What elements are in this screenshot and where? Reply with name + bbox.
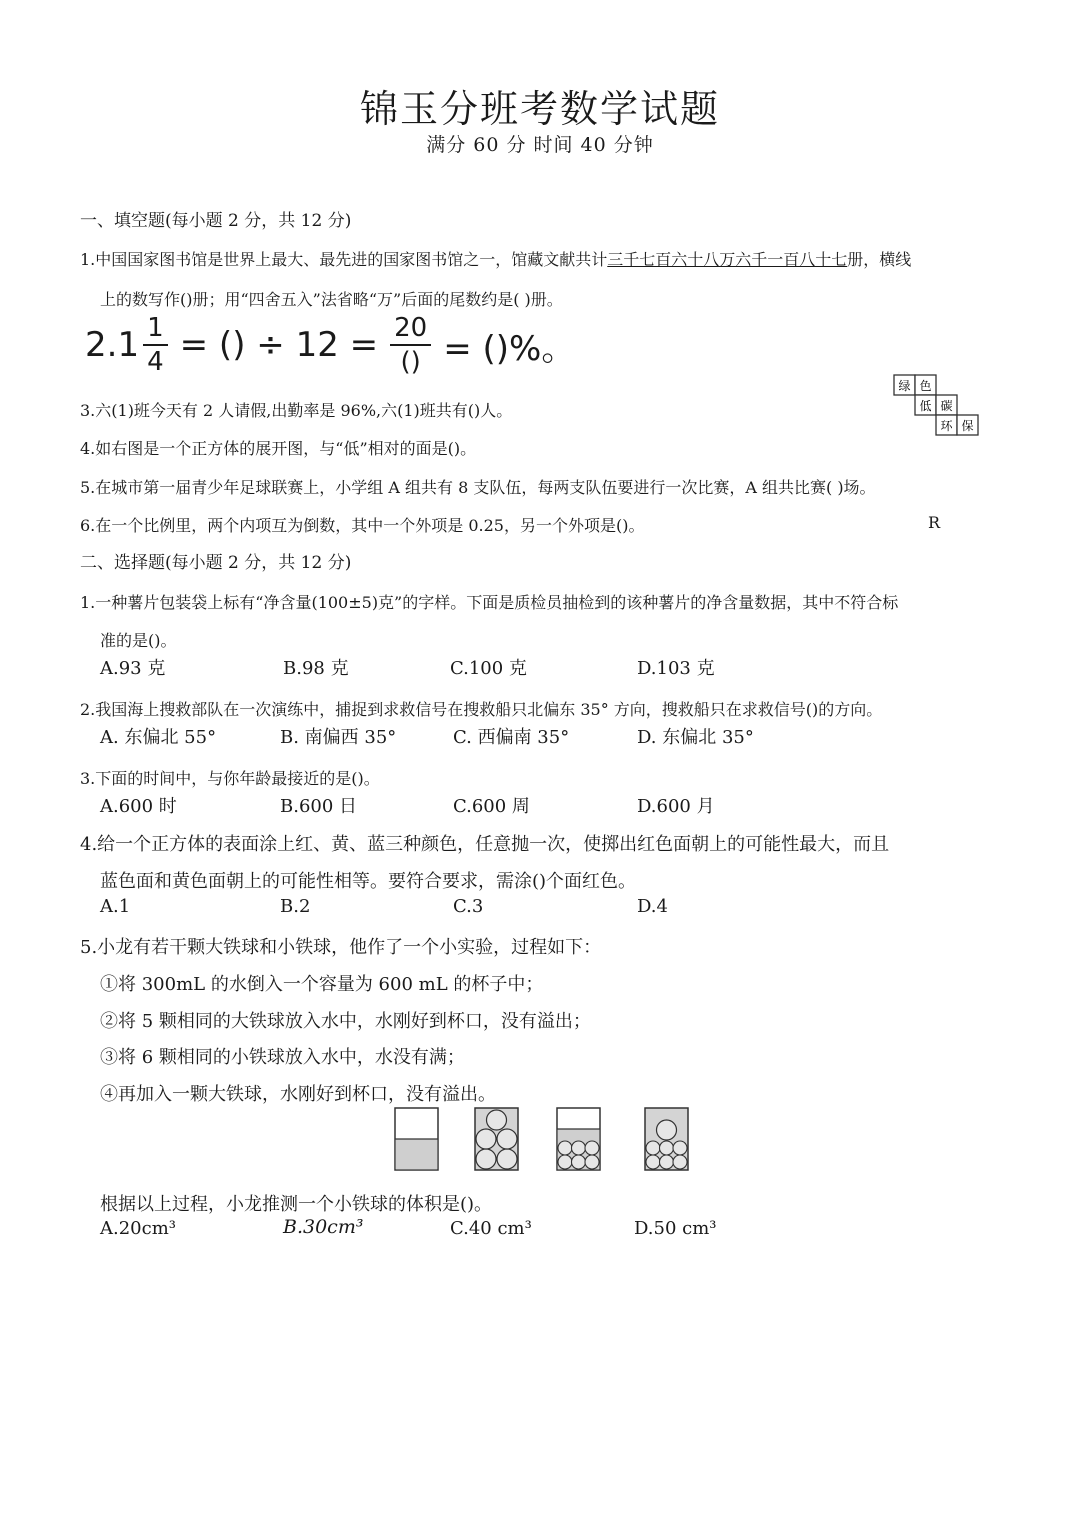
fraction-1-numerator: 1 [143,315,168,346]
choice-q5-option-d: D.50 cm³ [634,1218,717,1239]
choice-q5-question: 根据以上过程，小龙推测一个小铁球的体积是()。 [100,1194,493,1215]
fill-q2-equation [85,310,575,380]
cube-label-1: 绿 [898,379,911,393]
cup-3-small-balls [557,1108,600,1170]
cube-net-figure [892,373,982,443]
fill-q2-middle-expression: = () ÷ 12 = [179,325,379,365]
exam-subtitle: 满分 60 分 时间 40 分钟 [426,134,654,156]
cube-label-4: 碳 [940,399,953,413]
choice-q1-option-b: B.98 克 [283,658,349,679]
exam-title: 锦玉分班考数学试题 [359,87,720,131]
section-heading-choice: 二、选择题(每小题 2 分，共 12 分) [80,553,352,573]
choice-q1-option-a: A.93 克 [100,658,166,679]
fill-q1-line1 [80,247,911,270]
fill-q5: 5.在城市第一届青少年足球联赛上，小学组 A 组共有 8 支队伍，每两支队伍要进行一次比赛，A 组共比赛( )场。 [80,478,876,497]
cups-illustration [390,1105,695,1173]
cube-label-3: 低 [919,399,932,413]
choice-q4-line1: 4.给一个正方体的表面涂上红、黄、蓝三种颜色，任意抛一次，使掷出红色面朝上的可能性最大，而且 [80,834,890,855]
fill-q3: 3.六(1)班今天有 2 人请假,出勤率是 96%,六(1)班共有()人。 [80,401,513,420]
choice-q3-option-a: A.600 时 [100,796,177,817]
choice-q4-option-d: D.4 [637,896,668,917]
choice-q5-option-c: C.40 cm³ [450,1218,532,1239]
choice-q2-option-c: C. 西偏南 35° [453,727,570,748]
cube-label-6: 保 [961,419,974,433]
choice-q3-option-c: C.600 周 [453,796,530,817]
choice-q5-option-b: B.30cm³ [283,1216,364,1238]
choice-q3-option-d: D.600 月 [637,796,715,817]
cube-label-5: 环 [940,419,953,433]
fill-q1-underlined-number: 三千七百六十八万六千一百八十七 [607,250,848,269]
choice-q5-step-3: ③将 6 颗相同的小铁球放入水中，水没有满； [100,1047,465,1068]
fraction-2-denominator: () [400,347,421,377]
fraction-1-denominator: 4 [147,347,164,377]
cup-2-big-balls [475,1108,518,1170]
choice-q3-option-b: B.600 日 [280,796,358,817]
choice-q2-option-d: D. 东偏北 35° [637,727,754,748]
fill-q6: 6.在一个比例里，两个内项互为倒数，其中一个外项是 0.25，另一个外项是()。 [80,516,645,535]
choice-q5-option-a: A.20cm³ [100,1218,176,1239]
choice-q5-line1: 5.小龙有若干颗大铁球和小铁球，他作了一个小实验，过程如下： [80,937,602,958]
choice-q4-option-c: C.3 [453,896,484,917]
fill-q1-text-pre: 1.中国国家图书馆是世界上最大、最先进的国家图书馆之一，馆藏文献共计 [80,250,608,269]
choice-q3-line1: 3.下面的时间中，与你年龄最接近的是()。 [80,769,380,788]
choice-q4-line2: 蓝色面和黄色面朝上的可能性相等。要符合要求，需涂()个面红色。 [100,871,637,892]
fill-q1-text-post: 册，横线 [847,250,912,269]
fill-q2-whole: 1 [117,325,140,365]
choice-q2-line1: 2.我国海上搜救部队在一次演练中，捕捉到求救信号在搜救船只北偏东 35° 方向，搜救船只在求救信号()的方向。 [80,700,883,719]
choice-q4-option-b: B.2 [280,896,311,917]
choice-q1-option-c: C.100 克 [450,658,527,679]
fill-q2-lead: 2. [85,325,118,365]
choice-q1-line1: 1.一种薯片包装袋上标有“净含量(100±5)克”的字样。下面是质检员抽检到的该种薯片的净含量数据，其中不符合标 [80,593,899,612]
cup-4-mixed-balls [645,1108,688,1170]
fill-q1-line2: 上的数写作()册；用“四舍五入”法省略“万”后面的尾数约是( )册。 [100,290,563,309]
fill-q2-tail-expression: = ()%。 [443,328,576,369]
section-heading-fill-in: 一、填空题(每小题 2 分，共 12 分) [80,211,352,231]
stray-mark: R [928,513,941,532]
choice-q2-option-b: B. 南偏西 35° [280,727,397,748]
cup-1-half-water [395,1108,438,1170]
choice-q2-option-a: A. 东偏北 55° [100,727,217,748]
choice-q5-step-2: ②将 5 颗相同的大铁球放入水中，水刚好到杯口，没有溢出； [100,1011,591,1032]
choice-q5-step-4: ④再加入一颗大铁球，水刚好到杯口，没有溢出。 [100,1084,496,1105]
fraction-2-numerator: 20 [390,315,431,346]
choice-q5-step-1: ①将 300mL 的水倒入一个容量为 600 mL 的杯子中； [100,974,544,995]
fill-q2-fraction-2 [390,315,431,375]
choice-q1-line2: 准的是()。 [100,631,177,650]
choice-q4-option-a: A.1 [100,896,131,917]
fill-q4: 4.如右图是一个正方体的展开图，与“低”相对的面是()。 [80,439,477,458]
fill-q2-fraction-1 [143,315,168,375]
choice-q1-option-d: D.103 克 [637,658,715,679]
cube-label-2: 色 [919,379,932,393]
